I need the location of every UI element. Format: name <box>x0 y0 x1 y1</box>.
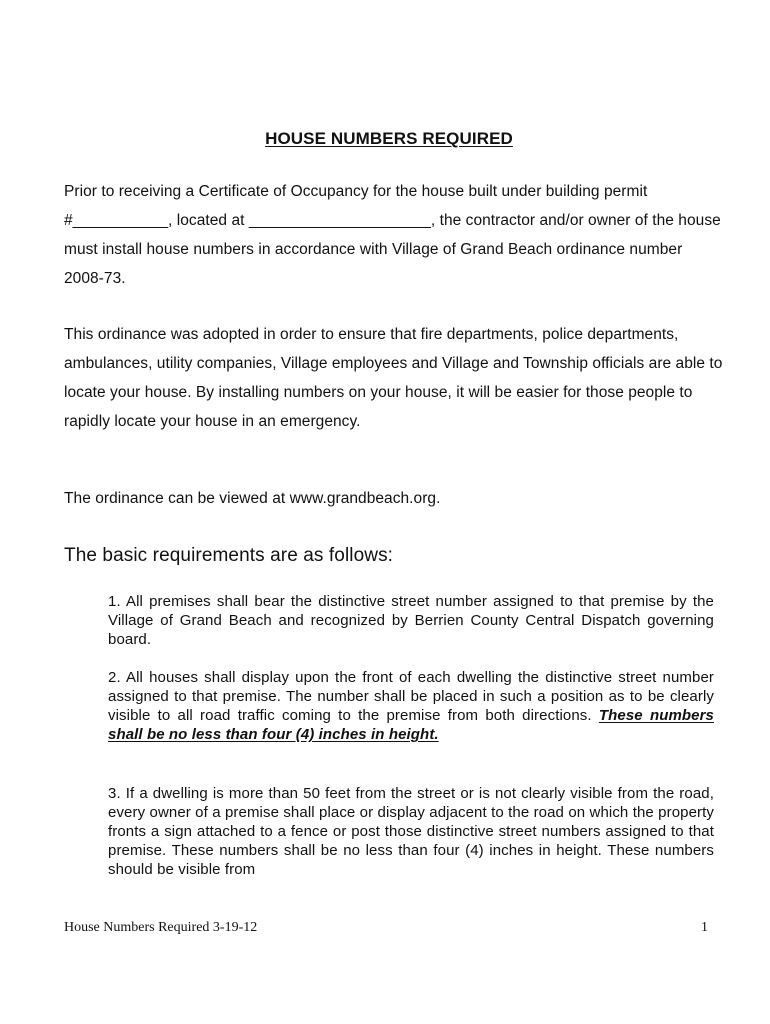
intro-paragraph-occupancy: Prior to receiving a Certificate of Occupancy for the house built under building permit #___________, located at _____________________, the contractor and/or owner of the house must install house numbers in accordance with Village of Grand Beach ordinance number 2008-73. <box>64 183 721 287</box>
requirement-item-1 <box>108 592 714 649</box>
footer-document-label: House Numbers Required 3-19-12 <box>64 920 258 935</box>
footer-page-number: 1 <box>701 920 708 935</box>
requirement-item-3 <box>108 784 714 879</box>
requirement-item-2 <box>108 668 714 744</box>
intro-paragraph-website: The ordinance can be viewed at www.grandbeach.org. <box>64 490 441 507</box>
requirements-heading: The basic requirements are as follows: <box>64 545 394 566</box>
intro-paragraph-purpose: This ordinance was adopted in order to ensure that fire departments, police departments, ambulances, utility companies, Village employees and Village and Township officials are able to locate your house. By installing numbers on your house, it will be easier for those people to rapidly locate your house in an emergency. <box>64 326 723 430</box>
requirement-emphasis: These numbers shall be no less than four (4) inches in height. <box>108 707 714 743</box>
document-title: HOUSE NUMBERS REQUIRED <box>265 129 513 148</box>
requirement-text: 2. All houses shall display upon the front of each dwelling the distinctive street number assigned to that premise. The number shall be placed in such a position as to be clearly visible to all road traffic coming to the premise from both directions. <box>108 669 714 724</box>
requirement-text: 3. If a dwelling is more than 50 feet from the street or is not clearly visible from the road, every owner of a premise shall place or display adjacent to the road on which the property fronts a sign attached to a fence or post those distinctive street numbers assigned to that premise. These numbers shall be no less than four (4) inches in height. These numbers should be visible from <box>108 785 714 878</box>
requirement-text: 1. All premises shall bear the distinctive street number assigned to that premise by the Village of Grand Beach and recognized by Berrien County Central Dispatch governing board. <box>108 593 714 648</box>
